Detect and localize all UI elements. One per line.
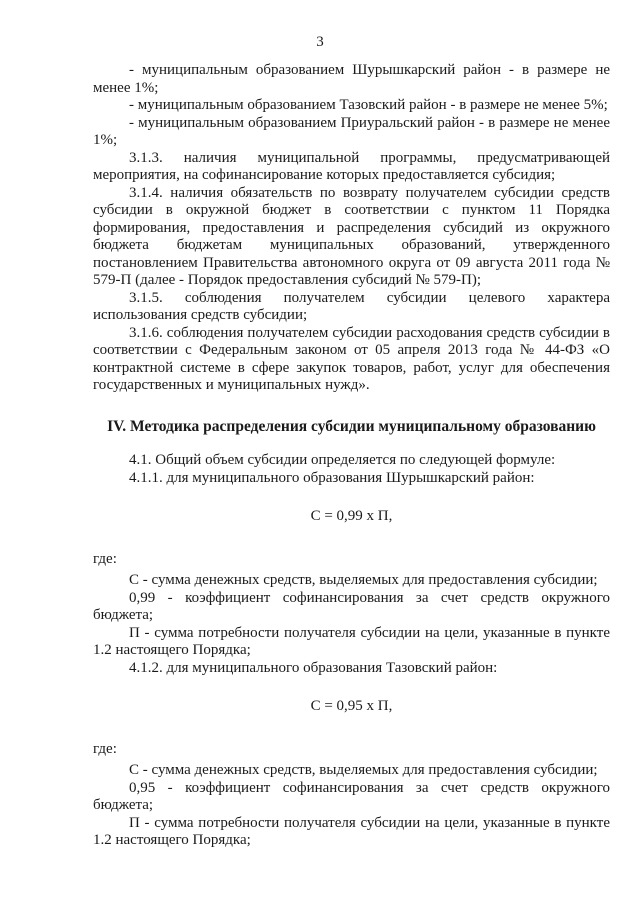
paragraph-priuralsky-share: - муниципальным образованием Приуральский район - в размере не менее 1%; [93,114,610,148]
definition-p-2: П - сумма потребности получателя субсидии на цели, указанные в пункте 1.2 настоящего Порядка; [93,814,610,848]
paragraph-3-1-6: 3.1.6. соблюдения получателем субсидии расходования средств субсидии в соответствии с Федеральным законом от 05 апреля 2013 года № 44-ФЗ «О контрактной системе в сфере закупок товаров, работ, услуг для обеспечения государственных и муниципальных нужд». [93,324,610,393]
paragraph-3-1-5: 3.1.5. соблюдения получателем субсидии целевого характера использования средств субсидии; [93,289,610,323]
page-number: 3 [316,34,324,50]
definition-coefficient-1: 0,99 - коэффициент софинансирования за счет средств окружного бюджета; [93,589,610,623]
definition-p-1: П - сумма потребности получателя субсидии на цели, указанные в пункте 1.2 настоящего Порядка; [93,624,610,658]
where-label-2: где: [93,740,117,757]
paragraph-4-1: 4.1. Общий объем субсидии определяется по следующей формуле: [129,452,556,468]
formula-tazovsky: С = 0,95 х П, [310,698,393,714]
paragraph-4-1-1: 4.1.1. для муниципального образования Шурышкарский район: [129,469,535,486]
paragraph-4-1-2: 4.1.2. для муниципального образования Тазовский район: [129,659,498,676]
where-label-1: где: [93,550,117,567]
paragraph-shuryshkarsky-share: - муниципальным образованием Шурышкарский район - в размере не менее 1%; [93,62,610,96]
paragraph-3-1-4: 3.1.4. наличия обязательств по возврату получателем субсидии средств субсидии в окружной бюджет в соответствии с пунктом 11 Порядка формирования, предоставления и распределения субсидий из окружного бюджета бюджетам муниципальных образований, утвержденного постановлением Правительства автономного округа от 09 августа 2011 года № 579-П (далее - Порядок предоставления субсидий № 579-П); [93,184,610,288]
formula-shuryshkarsky: С = 0,99 х П, [310,508,393,524]
definition-c-2: С - сумма денежных средств, выделяемых для предоставления субсидии; [129,762,598,778]
section-heading-iv: IV. Методика распределения субсидии муниципальному образованию [107,417,596,435]
paragraph-tazovsky-share: - муниципальным образованием Тазовский район - в размере не менее 5%; [129,97,608,113]
document-body [93,62,610,850]
definition-c-1: С - сумма денежных средств, выделяемых для предоставления субсидии; [129,572,598,588]
paragraph-3-1-3: 3.1.3. наличия муниципальной программы, предусматривающей мероприятия, на софинансирование которых предоставляется субсидия; [93,149,610,183]
definition-coefficient-2: 0,95 - коэффициент софинансирования за счет средств окружного бюджета; [93,779,610,813]
